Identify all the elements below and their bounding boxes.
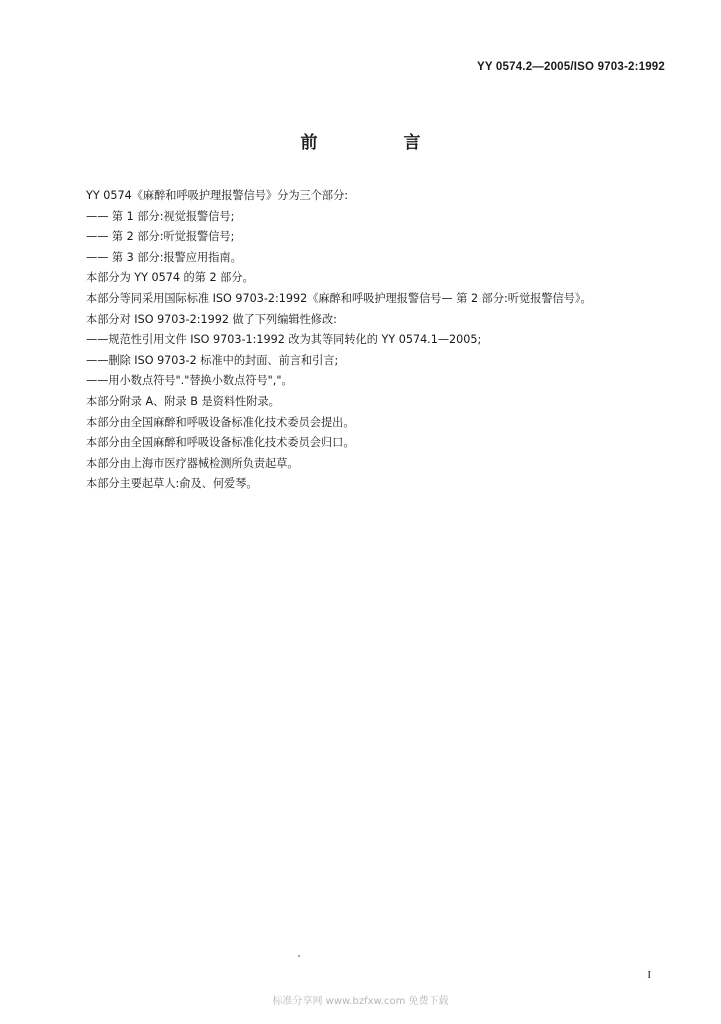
standard-code: YY 0574.2—2005/ISO 9703-2:1992 <box>476 61 665 73</box>
paragraph: 本部分附录 A、附录 B 是资料性附录。 <box>86 394 280 408</box>
paragraph: ——用小数点符号"."替换小数点符号","。 <box>86 374 293 388</box>
paragraph: 本部分为 YY 0574 的第 2 部分。 <box>86 271 254 285</box>
paragraph: ——规范性引用文件 ISO 9703-1:1992 改为其等同转化的 YY 0574.1—2005; <box>86 333 482 347</box>
paragraph: 本部分主要起草人:俞及、何爱琴。 <box>86 477 258 491</box>
paragraph: 本部分对 ISO 9703-2:1992 做了下列编辑性修改: <box>86 312 337 326</box>
watermark-text: 标准分享网 www.bzfxw.com 免费下载 <box>272 996 449 1007</box>
paragraph: —— 第 2 部分:听觉报警信号; <box>86 230 235 244</box>
foreword-body <box>64 186 674 495</box>
page-title: 前 言 <box>300 133 461 153</box>
page-number: I <box>647 969 651 981</box>
paragraph: ——删除 ISO 9703-2 标准中的封面、前言和引言; <box>86 353 339 367</box>
paragraph: 本部分由全国麻醉和呼吸设备标准化技术委员会提出。 <box>86 415 355 429</box>
paragraph: —— 第 1 部分:视觉报警信号; <box>86 209 235 223</box>
paragraph: 本部分由全国麻醉和呼吸设备标准化技术委员会归口。 <box>86 436 355 450</box>
paragraph: YY 0574《麻醉和呼吸护理报警信号》分为三个部分: <box>86 189 349 202</box>
paragraph: 本部分等同采用国际标准 ISO 9703-2:1992《麻醉和呼吸护理报警信号— 第 2 部分:听觉报警信号》。 <box>86 291 592 305</box>
paragraph: 本部分由上海市医疗器械检测所负责起草。 <box>86 456 299 470</box>
paragraph: —— 第 3 部分:报警应用指南。 <box>86 250 242 264</box>
scan-dot <box>298 955 300 957</box>
